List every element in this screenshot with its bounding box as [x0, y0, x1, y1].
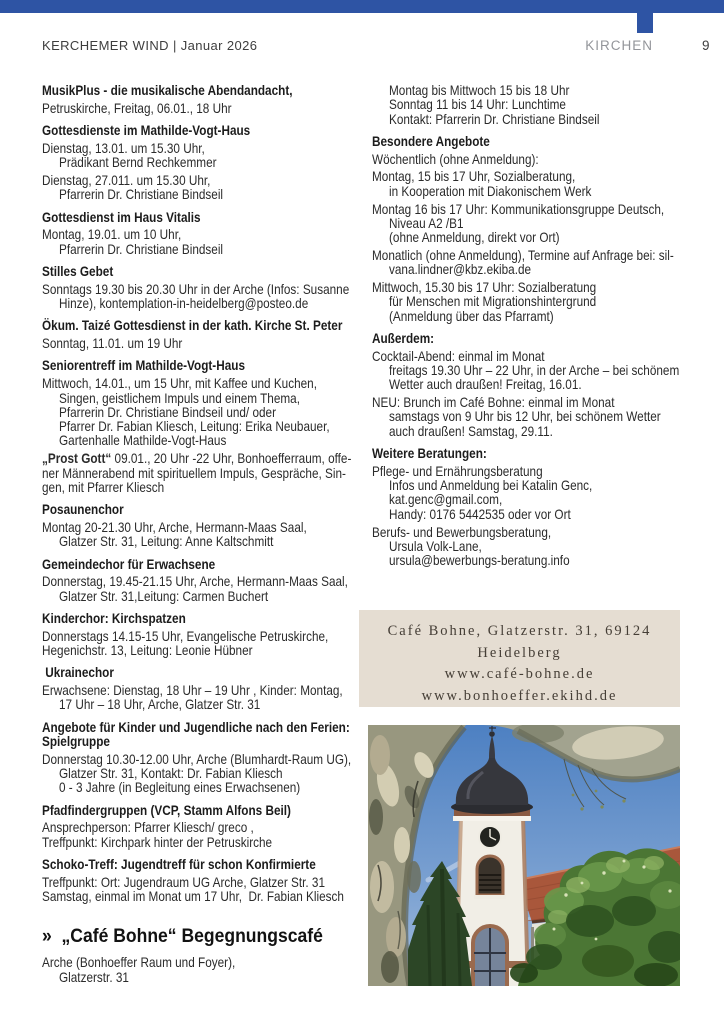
event-paragraph — [372, 169, 704, 198]
text-line: Handy: 0176 5442535 oder vor Ort — [389, 505, 571, 522]
left-text-column — [42, 83, 360, 988]
text-line: Treffpunkt: Kirchpark hinter der Petruskirche — [42, 833, 273, 850]
event-heading — [42, 857, 360, 871]
text-line: Arche (Bonhoeffer Raum und Foyer), — [42, 954, 236, 971]
text-line: Sonntag, 11.01. um 19 Uhr — [42, 335, 183, 352]
text-line: Montag, 19.01. um 10 Uhr, — [42, 226, 182, 243]
text-line: samstags von 9 Uhr bis 12 Uhr, bei schönem Wetter — [389, 408, 661, 425]
text-line: Besondere Angebote — [372, 132, 490, 149]
text-line: Donnerstag, 19.45-21.15 Uhr, Arche, Hermann-Maas Saal, — [42, 573, 348, 590]
text-line: Dienstag, 27.011. um 15.30 Uhr, — [42, 171, 211, 188]
text-line: Weitere Beratungen: — [372, 445, 487, 462]
text-line: Mittwoch, 14.01., um 15 Uhr, mit Kaffee und Kuchen, — [42, 375, 317, 392]
event-heading — [42, 264, 360, 278]
event-heading — [42, 557, 360, 571]
text-line: Erwachsene: Dienstag, 18 Uhr – 19 Uhr , Kinder: Montag, — [42, 682, 343, 699]
text-line: Posaunenchor — [42, 501, 124, 518]
text-line: Glatzer Str. 31, Leitung: Anne Kaltschmitt — [59, 533, 274, 550]
text-line: Sonntags 19.30 bis 20.30 Uhr in der Arche (Infos: Susanne — [42, 280, 350, 297]
text-line: Prädikant Bernd Rechkemmer — [59, 154, 217, 171]
section-tab-marker — [637, 13, 653, 33]
event-paragraph — [42, 520, 360, 549]
text-line: Niveau A2 /B1 — [389, 214, 464, 231]
text-line: Pfarrerin Dr. Christiane Bindseil — [59, 240, 224, 257]
text-line: 0 - 3 Jahre (in Begleitung eines Erwachsenen) — [59, 779, 301, 796]
event-paragraph — [372, 152, 704, 166]
text-line: Hegenichstr. 13, Leitung: Leonie Hübner — [42, 642, 253, 658]
event-heading — [42, 803, 360, 817]
text-line: Infos und Anmeldung bei Katalin Genc, — [389, 477, 593, 494]
page-header-title: KERCHEMER WIND | Januar 2026 — [42, 38, 258, 53]
text-line: Wetter auch draußen! Freitag, 16.01. — [389, 376, 582, 393]
text-line: Gottesdienste im Mathilde-Vogt-Haus — [42, 122, 251, 139]
event-paragraph — [42, 282, 360, 311]
event-paragraph — [372, 395, 704, 438]
page-number: 9 — [702, 38, 710, 53]
text-line: Singen, geistlichem Impuls und einem Thema, — [59, 389, 300, 406]
event-paragraph — [42, 574, 360, 603]
text-line: Wöchentlich (ohne Anmeldung): — [372, 150, 539, 167]
event-paragraph — [42, 683, 360, 712]
event-paragraph — [42, 101, 360, 115]
event-paragraph — [42, 141, 360, 170]
text-line: Donnerstag 10.30-12.00 Uhr, Arche (Blumhardt-Raum UG), — [42, 750, 352, 767]
text-line: kat.genc@gmail.com, — [389, 491, 503, 508]
text-line: Glatzer Str. 31,Leitung: Carmen Buchert — [59, 587, 269, 604]
text-line: MusikPlus - die musikalische Abendandacht, — [42, 82, 293, 98]
event-paragraph — [42, 227, 360, 256]
right-text-column — [372, 83, 704, 571]
text-line: Treffpunkt: Ort: Jugendraum UG Arche, Glatzer Str. 31 — [42, 873, 326, 890]
text-line: ner Männerabend mit spirituellem Impuls, Gespräche, Sin- — [42, 464, 346, 481]
text-line: vana.lindner@kbz.ekiba.de — [389, 261, 532, 278]
text-line: gen, mit Pfarrer Kliesch — [42, 478, 165, 495]
event-heading — [42, 358, 360, 372]
top-accent-bar — [0, 0, 724, 13]
cafe-bohne-ad-box — [359, 610, 680, 707]
text-line: Mittwoch, 15.30 bis 17 Uhr: Sozialberatung — [372, 279, 597, 296]
text-line: » „Café Bohne“ Begegnungscafé — [42, 925, 323, 948]
text-line: Monatlich (ohne Anmeldung), Termine auf Anfrage bei: sil- — [372, 246, 674, 263]
event-paragraph — [372, 248, 704, 277]
text-line: Ukrainechor — [42, 664, 114, 681]
text-line: Montag 20-21.30 Uhr, Arche, Hermann-Maas Saal, — [42, 518, 307, 535]
event-paragraph — [372, 525, 704, 568]
text-line: 17 Uhr – 18 Uhr, Arche, Glatzer Str. 31 — [59, 696, 261, 713]
text-line: Pfarrerin Dr. Christiane Bindseil und/ oder — [59, 403, 277, 420]
text-line: Samstag, einmal im Monat um 17 Uhr, Dr. Fabian Kliesch — [42, 888, 344, 905]
event-paragraph — [42, 752, 360, 795]
event-heading — [42, 83, 360, 97]
event-paragraph — [42, 173, 360, 202]
text-line: Donnerstags 14.15-15 Uhr, Evangelische Petruskirche, — [42, 627, 329, 644]
event-heading — [42, 123, 360, 137]
text-line: Pflege- und Ernährungsberatung — [372, 462, 543, 479]
text-line: Glatzerstr. 31 — [59, 968, 129, 985]
event-heading — [42, 502, 360, 516]
text-line: Gartenhalle Mathilde-Vogt-Haus — [59, 432, 227, 449]
event-heading — [372, 134, 704, 148]
text-line: Cocktail-Abend: einmal im Monat — [372, 347, 545, 364]
event-paragraph — [372, 83, 704, 126]
event-paragraph — [42, 820, 360, 849]
text-line: Petruskirche, Freitag, 06.01., 18 Uhr — [42, 99, 232, 116]
event-paragraph — [372, 349, 704, 392]
text-line: Seniorentreff im Mathilde-Vogt-Haus — [42, 357, 245, 374]
text-line: Ursula Volk-Lane, — [389, 537, 482, 554]
event-heading — [42, 210, 360, 224]
text-line: auch draußen! Samstag, 29.11. — [389, 422, 553, 439]
text-line: in Kooperation mit Diakonischem Werk — [389, 182, 592, 199]
text-line: Hinze), kontemplation-in-heidelberg@posteo.de — [59, 295, 309, 312]
cafe-ad-line: www.café-bohne.de — [444, 666, 595, 682]
event-heading — [42, 720, 360, 749]
event-heading — [42, 318, 360, 332]
text-line: Stilles Gebet — [42, 262, 114, 279]
text-line: Glatzer Str. 31, Kontakt: Dr. Fabian Kliesch — [59, 765, 283, 782]
text-line: Berufs- und Bewerbungsberatung, — [372, 523, 552, 540]
cafe-ad-line: www.bonhoeffer.ekihd.de — [421, 687, 618, 704]
text-line: (ohne Anmeldung, direkt vor Ort) — [389, 229, 560, 246]
church-photo — [368, 725, 680, 986]
text-line: Außerdem: — [372, 329, 435, 346]
event-heading — [372, 446, 704, 460]
text-line: NEU: Brunch im Café Bohne: einmal im Monat — [372, 394, 615, 411]
text-line: Ansprechperson: Pfarrer Kliesch/ greco , — [42, 819, 254, 836]
section-heading-large — [42, 925, 360, 948]
text-line: Gottesdienst im Haus Vitalis — [42, 208, 201, 225]
text-line: Schoko-Treff: Jugendtreff für schon Konfirmierte — [42, 856, 316, 873]
text-line: Pfarrerin Dr. Christiane Bindseil — [59, 186, 224, 203]
event-paragraph — [372, 280, 704, 323]
event-paragraph — [42, 336, 360, 350]
text-line: Montag, 15 bis 17 Uhr, Sozialberatung, — [372, 168, 576, 185]
section-label: KIRCHEN — [585, 38, 653, 53]
text-line: Kontakt: Pfarrerin Dr. Christiane Bindseil — [389, 110, 600, 127]
text-line: Ökum. Taizé Gottesdienst in der kath. Kirche St. Peter — [42, 317, 343, 334]
text-line: Spielgruppe — [42, 732, 110, 749]
text-line: „Prost Gott“ 09.01., 20 Uhr -22 Uhr, Bonhoefferraum, offe- — [42, 450, 352, 467]
text-line: Sonntag 11 bis 14 Uhr: Lunchtime — [389, 96, 566, 113]
text-line: Montag bis Mittwoch 15 bis 18 Uhr — [389, 82, 570, 98]
text-line: Montag 16 bis 17 Uhr: Kommunikationsgruppe Deutsch, — [372, 200, 665, 217]
event-heading — [372, 331, 704, 345]
text-line: Pfarrer Dr. Fabian Kliesch, Leitung: Erika Neubauer, — [59, 418, 330, 435]
cafe-ad-line: Café Bohne, Glatzerstr. 31, 69124 — [387, 623, 652, 639]
event-paragraph — [42, 875, 360, 904]
event-paragraph — [42, 451, 360, 494]
text-line: Angebote für Kinder und Jugendliche nach den Ferien: — [42, 718, 350, 735]
cafe-ad-line: Heidelberg — [477, 644, 562, 661]
event-paragraph — [372, 464, 704, 521]
text-line: (Anmeldung über das Pfarramt) — [389, 307, 554, 324]
event-heading — [42, 611, 360, 625]
text-line: ursula@bewerbungs-beratung.info — [389, 552, 570, 569]
text-line: Gemeindechor für Erwachsene — [42, 555, 216, 572]
text-line: freitags 19.30 Uhr – 22 Uhr, in der Arche – bei schönem — [389, 362, 680, 379]
event-paragraph — [42, 955, 360, 984]
event-paragraph — [42, 629, 360, 658]
text-line: Kinderchor: Kirchspatzen — [42, 609, 186, 626]
text-line: für Menschen mit Migrationshintergrund — [389, 293, 597, 310]
text-line: Dienstag, 13.01. um 15.30 Uhr, — [42, 139, 205, 156]
event-heading — [42, 665, 360, 679]
event-paragraph — [372, 202, 704, 245]
text-line: Pfadfindergruppen (VCP, Stamm Alfons Beil) — [42, 801, 291, 818]
event-paragraph — [42, 376, 360, 447]
